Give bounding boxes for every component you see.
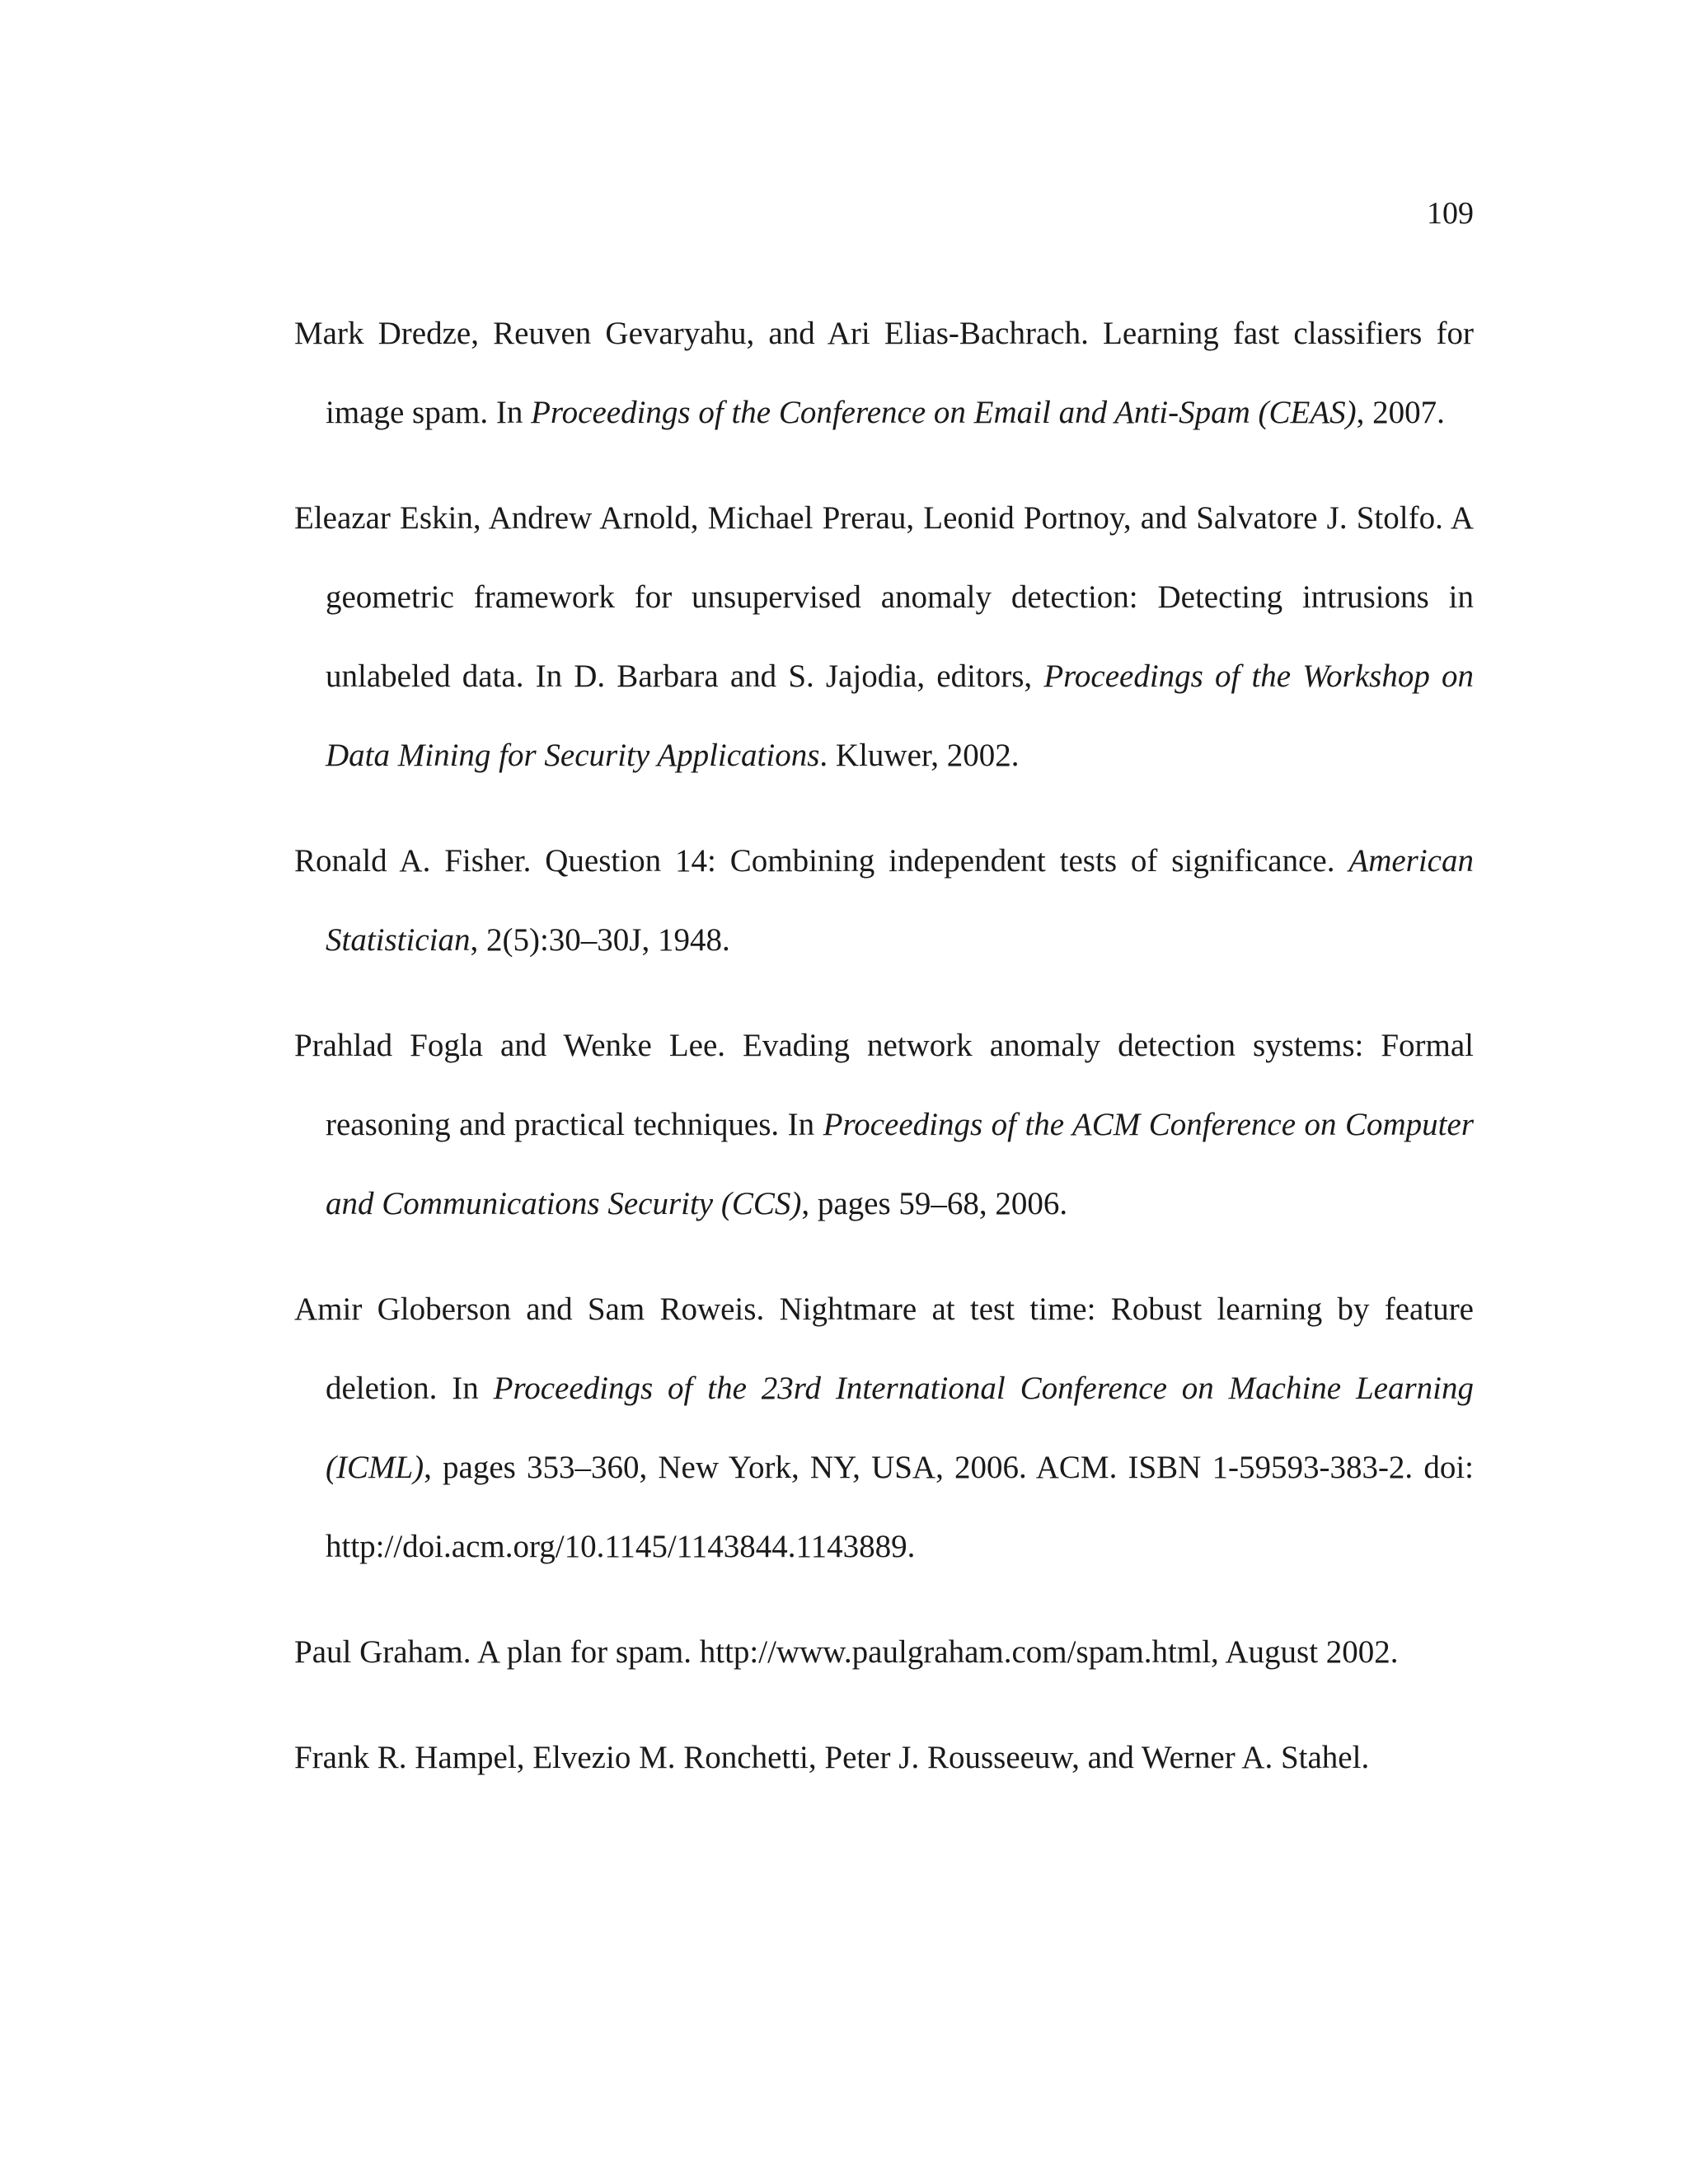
reference-venue: Proceedings of the Conference on Email and Anti-Spam (CEAS): [531, 395, 1357, 430]
reference-text: Frank R. Hampel, Elvezio M. Ronchetti, Peter J. Rousseeuw, and Werner A. Stahel.: [294, 1740, 1370, 1775]
reference-details: , pages 353–360, New York, NY, USA, 2006. ACM. ISBN 1-59593-383-2. doi: http://doi.acm.org/10.1145/1143844.1143889.: [326, 1450, 1474, 1564]
reference-venue: Proceedings of the Workshop on Data Mining for Security Applications: [326, 658, 1474, 773]
page-number: 109: [1427, 196, 1474, 231]
reference-details: , 2007.: [1356, 395, 1445, 430]
reference-text: Amir Globerson and Sam Roweis. Nightmare at test time: Robust learning by feature deletion. In: [294, 1291, 1474, 1406]
reference-entry-dredze: [294, 294, 1474, 452]
reference-entry-fisher: [294, 822, 1474, 980]
reference-details: , pages 59–68, 2006.: [801, 1186, 1068, 1221]
reference-text: Paul Graham. A plan for spam. http://www.paulgraham.com/spam.html, August 2002.: [294, 1634, 1399, 1670]
reference-entry-globerson: [294, 1270, 1474, 1586]
reference-text: Prahlad Fogla and Wenke Lee. Evading network anomaly detection systems: Formal reasoning and practical techniques. In: [294, 1028, 1474, 1142]
reference-entry-hampel: [294, 1718, 1474, 1797]
reference-venue: Proceedings of the ACM Conference on Computer and Communications Security (CCS): [326, 1107, 1474, 1221]
reference-venue: American Statistician: [326, 843, 1474, 958]
reference-details: , 2(5):30–30J, 1948.: [470, 922, 730, 958]
reference-entry-graham: [294, 1613, 1474, 1692]
reference-details: . Kluwer, 2002.: [819, 738, 1020, 773]
reference-text: Mark Dredze, Reuven Gevaryahu, and Ari Elias-Bachrach. Learning fast classifiers for image spam. In: [294, 316, 1474, 430]
reference-venue: Proceedings of the 23rd International Conference on Machine Learning (ICML): [326, 1371, 1474, 1485]
reference-text: Ronald A. Fisher. Question 14: Combining independent tests of significance.: [294, 843, 1349, 879]
references-list: [294, 294, 1474, 1824]
reference-text: Eleazar Eskin, Andrew Arnold, Michael Prerau, Leonid Portnoy, and Salvatore J. Stolfo. A geometric framework for unsupervised anomaly detection: Detecting intrusions in unlabeled data. In D. Barbara and S. Jajodia, editors,: [294, 500, 1474, 694]
reference-entry-fogla: [294, 1006, 1474, 1244]
reference-entry-eskin: [294, 479, 1474, 795]
